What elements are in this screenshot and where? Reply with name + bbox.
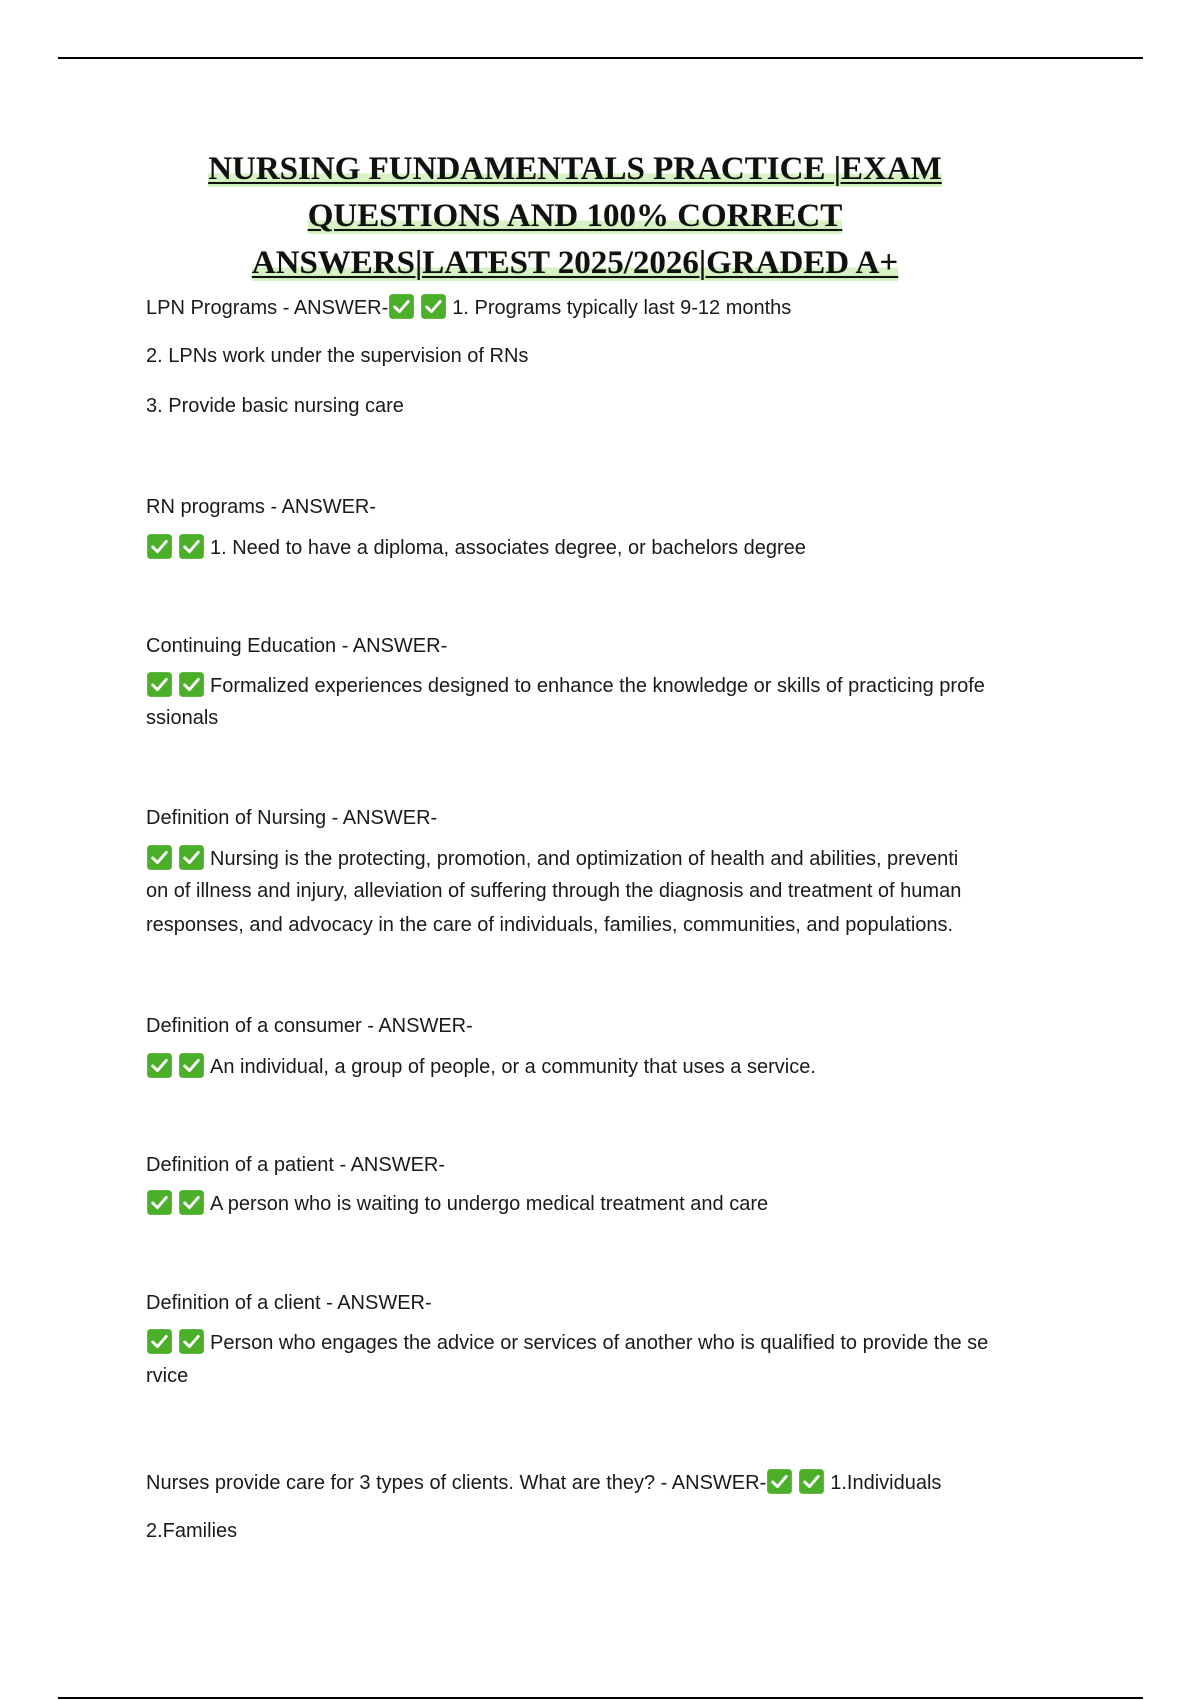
title-line-3: ANSWERS|LATEST 2025/2026|GRADED A+ (251, 245, 899, 281)
rn-answer: 1. Need to have a diploma, associates degree, or bachelors degree (210, 537, 806, 559)
lpn-question: LPN Programs - ANSWER- (146, 297, 389, 319)
lpn-answer-1: 1. Programs typically last 9-12 months (452, 297, 792, 319)
client-answer-1: Person who engages the advice or services of another who is qualified to provide the se (210, 1332, 989, 1354)
header-rule (58, 57, 1143, 59)
nursing-answer-2: on of illness and injury, alleviation of suffering through the diagnosis and treatment of human (146, 880, 962, 902)
rn-answer-line (146, 533, 806, 560)
consumer-question: Definition of a consumer - ANSWER- (146, 1015, 473, 1037)
ce-answer-2: ssionals (146, 707, 219, 729)
title-line-2: QUESTIONS AND 100% CORRECT (307, 198, 843, 234)
check-mark-icon (146, 1328, 173, 1355)
document-title (140, 146, 1010, 287)
nursing-question: Definition of Nursing - ANSWER- (146, 807, 438, 829)
client-answer-line (146, 1328, 988, 1355)
types-answer-1: 1.Individuals (830, 1472, 942, 1494)
check-mark-icon (798, 1468, 825, 1495)
patient-answer-line (146, 1189, 768, 1216)
check-mark-icon (146, 533, 173, 560)
lpn-answer-3: 3. Provide basic nursing care (146, 395, 404, 417)
client-question: Definition of a client - ANSWER- (146, 1292, 432, 1314)
consumer-answer: An individual, a group of people, or a community that uses a service. (210, 1056, 816, 1078)
check-mark-icon (146, 1189, 173, 1216)
client-answer-2: rvice (146, 1365, 189, 1387)
footer-rule (58, 1697, 1143, 1699)
check-mark-icon (178, 1189, 205, 1216)
check-mark-icon (178, 671, 205, 698)
check-mark-icon (420, 293, 447, 320)
check-mark-icon (178, 844, 205, 871)
check-mark-icon (388, 293, 415, 320)
check-mark-icon (178, 533, 205, 560)
check-mark-icon (146, 671, 173, 698)
nursing-answer-3: responses, and advocacy in the care of individuals, families, communities, and populations. (146, 914, 954, 936)
ce-question: Continuing Education - ANSWER- (146, 635, 448, 657)
check-mark-icon (146, 1052, 173, 1079)
nursing-answer-1: Nursing is the protecting, promotion, and optimization of health and abilities, preventi (210, 848, 959, 870)
check-mark-icon (766, 1468, 793, 1495)
patient-question: Definition of a patient - ANSWER- (146, 1154, 446, 1176)
title-line-1: NURSING FUNDAMENTALS PRACTICE |EXAM (208, 151, 942, 187)
patient-answer: A person who is waiting to undergo medical treatment and care (210, 1193, 769, 1215)
types-question-line (146, 1468, 941, 1495)
check-mark-icon (178, 1328, 205, 1355)
types-question: Nurses provide care for 3 types of clients. What are they? - ANSWER- (146, 1472, 767, 1494)
ce-answer-1: Formalized experiences designed to enhance the knowledge or skills of practicing profe (210, 675, 985, 697)
rn-question: RN programs - ANSWER- (146, 496, 377, 518)
check-mark-icon (146, 844, 173, 871)
check-mark-icon (178, 1052, 205, 1079)
ce-answer-line (146, 671, 985, 698)
lpn-question-line (146, 293, 791, 320)
lpn-answer-2: 2. LPNs work under the supervision of RNs (146, 345, 529, 367)
types-answer-2: 2.Families (146, 1520, 238, 1542)
consumer-answer-line (146, 1052, 816, 1079)
nursing-answer-line (146, 844, 958, 871)
